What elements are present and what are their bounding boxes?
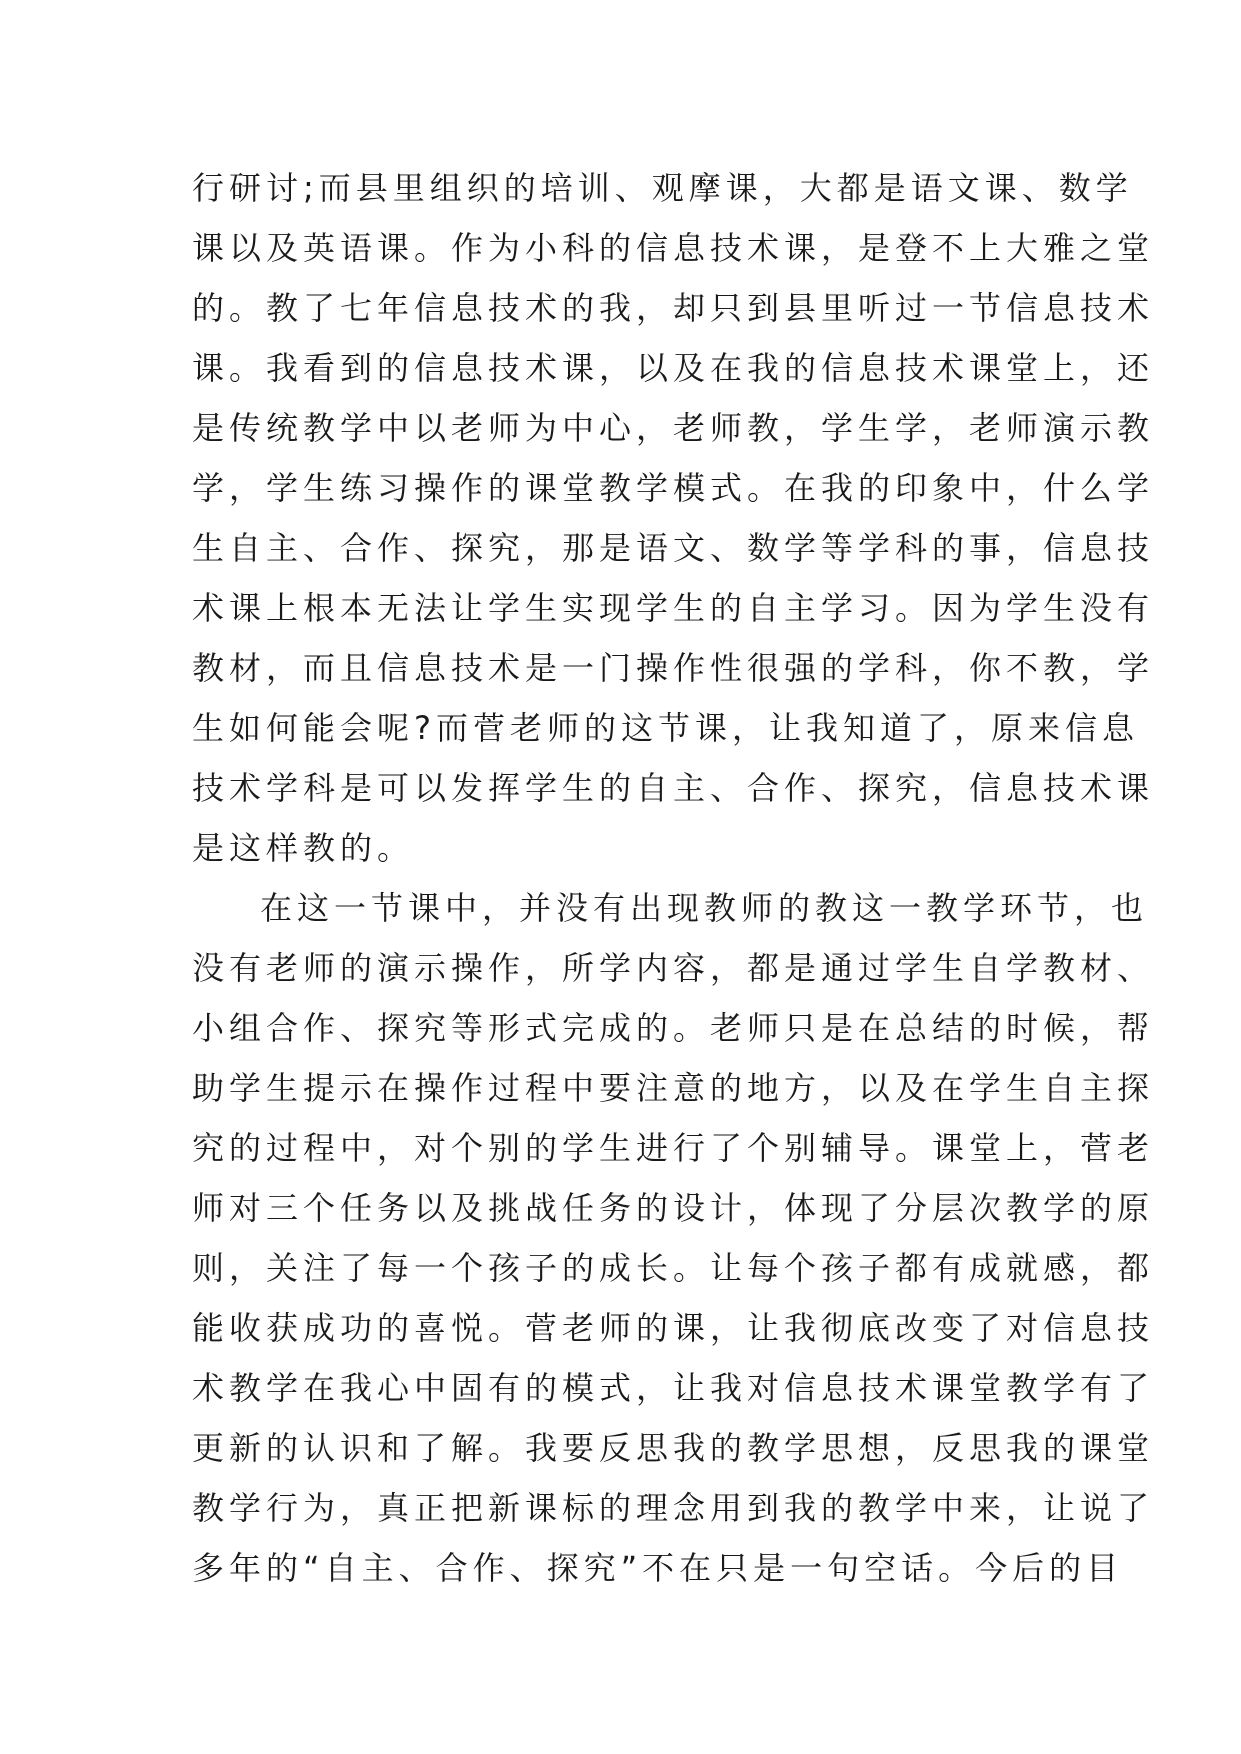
text-line: 小组合作、探究等形式完成的。老师只是在总结的时候，帮: [192, 1009, 1155, 1047]
text-line: 师对三个任务以及挑战任务的设计，体现了分层次教学的原: [192, 1189, 1155, 1227]
paragraph-start-line: 在这一节课中，并没有出现教师的教这一教学环节，也: [260, 889, 1149, 927]
text-line: 教学行为，真正把新课标的理念用到我的教学中来，让说了: [192, 1489, 1155, 1527]
text-line: 是这样教的。: [192, 829, 415, 867]
text-line: 技术学科是可以发挥学生的自主、合作、探究，信息技术课: [192, 769, 1155, 807]
text-line: 术课上根本无法让学生实现学生的自主学习。因为学生没有: [192, 589, 1155, 627]
text-line: 课。我看到的信息技术课，以及在我的信息技术课堂上，还: [192, 349, 1155, 387]
text-line: 是传统教学中以老师为中心，老师教，学生学，老师演示教: [192, 409, 1155, 447]
text-line: 课以及英语课。作为小科的信息技术课，是登不上大雅之堂: [192, 229, 1155, 267]
text-line: 术教学在我心中固有的模式，让我对信息技术课堂教学有了: [192, 1369, 1155, 1407]
text-line: 生如何能会呢?而菅老师的这节课，让我知道了，原来信息: [192, 709, 1139, 747]
text-line: 没有老师的演示操作，所学内容，都是通过学生自学教材、: [192, 949, 1155, 987]
text-line: 多年的“自主、合作、探究”不在只是一句空话。今后的目: [192, 1549, 1124, 1587]
body-text: [192, 158, 1155, 1598]
text-line: 助学生提示在操作过程中要注意的地方，以及在学生自主探: [192, 1069, 1155, 1107]
text-line: 能收获成功的喜悦。菅老师的课，让我彻底改变了对信息技: [192, 1309, 1155, 1347]
text-line: 生自主、合作、探究，那是语文、数学等学科的事，信息技: [192, 529, 1155, 567]
text-line: 学，学生练习操作的课堂教学模式。在我的印象中，什么学: [192, 469, 1155, 507]
text-line: 则，关注了每一个孩子的成长。让每个孩子都有成就感，都: [192, 1249, 1155, 1287]
text-line: 究的过程中，对个别的学生进行了个别辅导。课堂上，菅老: [192, 1129, 1155, 1167]
text-line: 行研讨;而县里组织的培训、观摩课，大都是语文课、数学: [192, 169, 1133, 207]
text-line: 更新的认识和了解。我要反思我的教学思想，反思我的课堂: [192, 1429, 1155, 1467]
text-line: 的。教了七年信息技术的我，却只到县里听过一节信息技术: [192, 289, 1155, 327]
text-line: 教材，而且信息技术是一门操作性很强的学科，你不教，学: [192, 649, 1155, 687]
